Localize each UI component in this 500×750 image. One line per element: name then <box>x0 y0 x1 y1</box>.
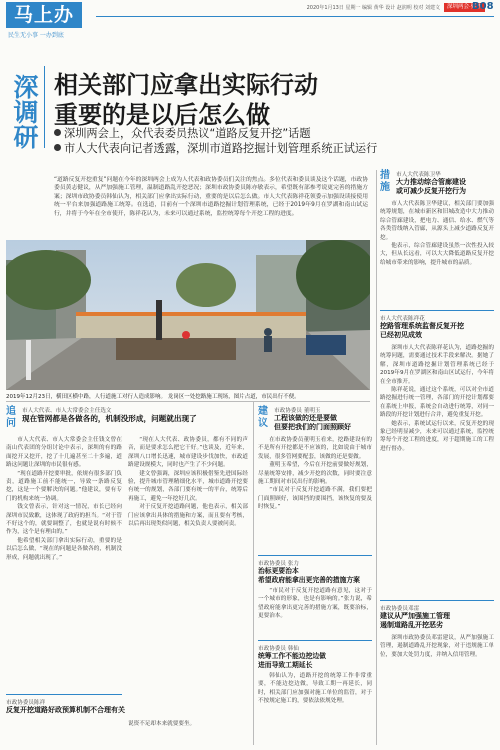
subheadings <box>54 126 494 156</box>
page-number: B08 <box>472 1 494 12</box>
title-divider <box>44 66 45 148</box>
bullet-icon <box>54 144 61 151</box>
row-separator <box>6 401 370 402</box>
center-sub2-title: 统筹工作不能边挖边做 进而导致工期延长 <box>258 652 326 669</box>
center-sub1-kicker: 市政协委员 张力 <box>258 561 299 567</box>
right-title-1: 大力推动综合管廊建设 或可减少反复开挖行为 <box>396 178 466 195</box>
center-sub2-kicker: 市政协委员 韩仙 <box>258 646 299 652</box>
section-label-jianyi: 建议 <box>258 406 268 429</box>
right-title-2: 挖路管理系统监督反复开挖 已经初见成效 <box>380 322 464 339</box>
right-body-3: 深圳市政协委员邓雷建议，从严加强施工管理，遏制道路乱开挖现象，对于违规施工单位，要加大处罚力度，并纳入信用管理。 <box>380 635 494 658</box>
right-kicker-2: 市人大代表陈祥花 <box>380 316 425 322</box>
right-title-3: 建议从严加强施工管理 遏制道路乱开挖恶劣 <box>380 612 450 629</box>
subhead-2: 市人大代表向记者透露，深圳市道路挖掘计划管理系统正试运行 <box>54 141 494 156</box>
sub-divider <box>380 310 494 311</box>
column-title: 深调研 <box>10 73 39 149</box>
right-body-1: 市人大代表陈卫华建议，相关部门要加强统筹规划，在城市新区和旧城改造中大力推动综合管廊建设，把电力、通信、给水、燃气等各类管线纳入管廊，从源头上减少道路反复开挖。 他表示，综合管廊建设虽然一次性投入较大，但从长远看，可以大大降低道路反复开挖给城市带来的影响，提升城市的品质。 <box>380 201 494 266</box>
headline: 相关部门应拿出实际行动 重要的是以后怎么做 <box>54 71 318 129</box>
sub-divider <box>258 640 372 641</box>
left-kicker: 市人大代表、市人大常委会主任选文 <box>22 408 112 414</box>
photo-caption: 2019年12月23日，横田区横中路，人行道施工对行人造成影响。 龙岗区一处挖路施工现场，图片占道，市民出行不便。 <box>6 394 300 400</box>
right-body-2: 深圳市人大代表陈祥花认为，道路挖掘的统筹问题，需要通过技术手段来解决。据她了解，深圳市道路挖掘计划管理系统已经于2019年9月在罗湖区和南山区试运行，今年将在全市推开。 陈祥花说，通过这个系统，可以对全市道路挖掘进行统一管理，各部门的开挖计划都要在系统上申报，系统会自动进行统筹，对同一路段的开挖计划进行合并，避免重复开挖。 她表示，系统试运行以来，反复开挖的现象已经明显减少，未来可以通过系统，监控统筹每个开挖工程的进度，对于超期施工的工程进行督办。 <box>380 345 494 452</box>
center-sub2-body: 韩仙认为，道路开挖的统筹工作非常重要，不能边挖边做，导致工期一再延长，同时，相关部门应加强对施工单位的监管，对于不按规定施工的，要依法依规处理。 <box>258 673 372 705</box>
center-title: 工程该做的还是要做 但要把我们的门面照顾好 <box>274 414 351 431</box>
section-slogan: 民生无小事 一办到底 <box>8 32 64 39</box>
center-body: 在市政协委员董明玉看来，挖路建设有的不是所有开挖都是不应该的，比如说由于城市发展，很多管网要配套，该做的还是要做。 董明玉希望，今后在开挖前要做好规划，尽量统筹安排，减少开挖的次数，同时要注意施工期间对市民出行的影响。 “市民对于反复开挖道路不满，我们要把门面照顾好，该围挡的要围挡，该恢复的要及时恢复。” <box>258 437 372 511</box>
section-tag: 深圳两会·聚焦 <box>444 3 485 12</box>
middle-tail: 说资不足却本来就要要坐。 <box>128 721 196 727</box>
sub-divider <box>6 694 122 695</box>
bullet-icon <box>54 129 61 136</box>
middle-body: “现在人大代表、政协委员，都有不同的声音，而是要求怎么把它干好。”也谈及，近年来，深圳八口增长迅速，城市建设步伐加快，市政道路建设规模大，同时也产生了不少问题。 建文曾强调，深圳应该积极借鉴先进国际经验，提升城市管理精细化水平，城市道路开挖要有统一的规划，各部门要有统一的平台，统筹后再施工，避免一年挖好几次。 对于反复开挖道路问题，他也表示，相关部门应该拿出具体的措施和方案，而且要有考核，以后再出现类似问题，相关负责人要被问责。 <box>128 437 248 528</box>
right-kicker-1: 市人大代表陈卫华 <box>396 172 441 178</box>
column-separator <box>253 402 254 745</box>
left-body: 市人大代表、市人大常委会主任钱文曾在南山代表团的分组讨论中表示，深圳的有的路面挖开又挖开，挖了十几遍甚至二十多遍，道路这问题让深圳的市民很有感。 “现在道路开挖要审批，依规有很多部门负责，道路施工前不能统一，导致一条路反复挖，这是一个要解决的问题。”他建议，要有专门的机构来统一协调。 钱文曾表示，针对这一情况，市长已经向深圳市民致歉，这体现了政府的担当。“对于管不好这个的，就要调整了，也就是说有时候不作为，这个是有理由的。” 他希望相关部门拿出实际行动，重要的是以后怎么做，“现在的问题是各做各的，机制没形成，问题就出现了。” <box>6 437 122 561</box>
subhead-1: 深圳两会上，众代表委员热议“道路反复开挖”话题 <box>54 126 494 141</box>
intro-paragraph: “道路反复开挖重复”问题在今年的深圳两会上成为人代表和政协委员们关注的焦点。多位代表和委员谈及这个话题，市政协委员黄志健议，从严加强施工管理，温制道路乱开挖恶况；深圳市政协委员陈亦敏表示，希望既有部参考说更完善的措施方案；深圳市政协委员韩仙认为，相关部门应拿出实际行动，重要的是以后怎么做。市人大代表陈祥花领委示加强设读接使用统一平台来加强道路施工统筹。在选道，目前有一个深圳市道路挖掘计划管理系统，已经于2019年9月在罗湖和南山试运行，并将于今年在全市使开，陈祥花认为，未来可以通过系统，监控统筹每个开挖工程的进度。 <box>54 177 368 217</box>
sub-divider <box>380 600 494 601</box>
sub-divider <box>258 555 372 556</box>
column-separator <box>376 170 377 745</box>
center-sub1-title: 治标更要治本 希望政府能拿出更完善的措施方案 <box>258 567 360 584</box>
right-kicker-3: 市政协委员邓雷 <box>380 606 420 612</box>
center-sub1-body: “市民对于反复开挖道路有意见，这对于一个城市的形象，也是有影响的。”张力说，希望政府能拿出更完善的措施方案，既要治标，更要治本。 <box>258 588 372 620</box>
news-photo <box>6 240 370 390</box>
left-sub-title: 反复开挖道路好政预算机制不合理有关 <box>6 706 125 714</box>
date-info: 2020年1月13日 星期一 编辑 黄华 设计 赵润明 校对 刘建文 <box>306 5 440 11</box>
left-title: 现在管网都是各做各的，机制没形成，问题就出现了 <box>22 414 197 423</box>
section-logo: 马上办 <box>6 2 82 28</box>
center-kicker: 市政协委员 董明玉 <box>274 408 321 414</box>
left-sub-kicker: 市政协委员陈祥 <box>6 700 46 706</box>
header-rule <box>96 16 494 17</box>
section-label-zhuiwen: 追问 <box>6 406 16 429</box>
street-construction-photo <box>6 240 370 390</box>
section-label-cuoshi: 措施 <box>380 170 390 193</box>
